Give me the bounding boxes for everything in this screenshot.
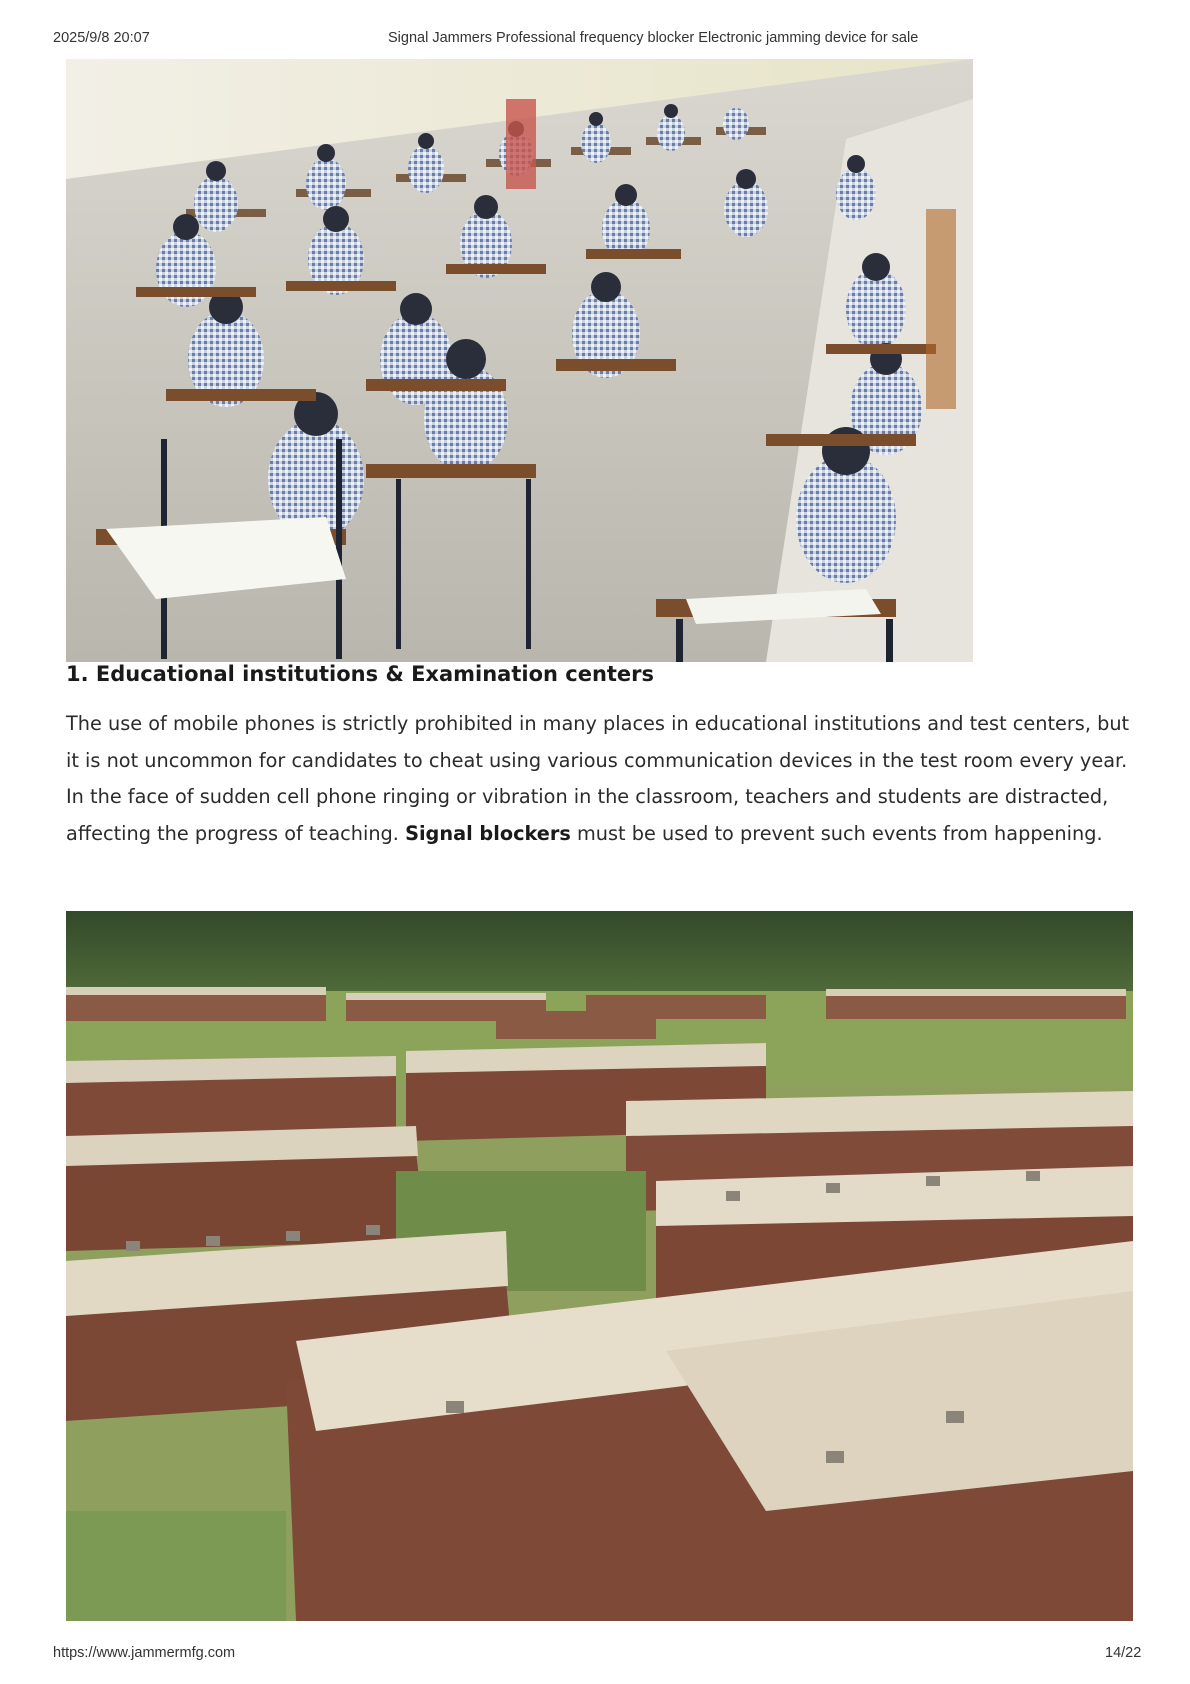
page-number: 14/22: [1105, 1645, 1142, 1661]
exam-classroom-photo: [66, 59, 973, 662]
paragraph-text-end: must be used to prevent such events from happening.: [570, 821, 1103, 845]
paragraph-text: The use of mobile phones is strictly prohibited in many places in educational institutions and test centers, but it is not uncommon for candidates to cheat using various communication devices in the test room every year. In the face of sudden cell phone ringing or vibration in the classroom, teachers and students are distracted, affecting the progress of teaching.: [66, 712, 1130, 845]
print-datetime: 2025/9/8 20:07: [53, 30, 150, 46]
section-heading: 1. Educational institutions & Examination centers: [66, 662, 655, 686]
paragraph-bold-keyword: Signal blockers: [405, 821, 571, 845]
prison-aerial-photo: [66, 911, 1133, 1621]
section-paragraph: [66, 706, 1138, 852]
footer-url[interactable]: https://www.jammermfg.com: [53, 1645, 236, 1661]
page-title: Signal Jammers Professional frequency blocker Electronic jamming device for sale: [388, 30, 919, 46]
